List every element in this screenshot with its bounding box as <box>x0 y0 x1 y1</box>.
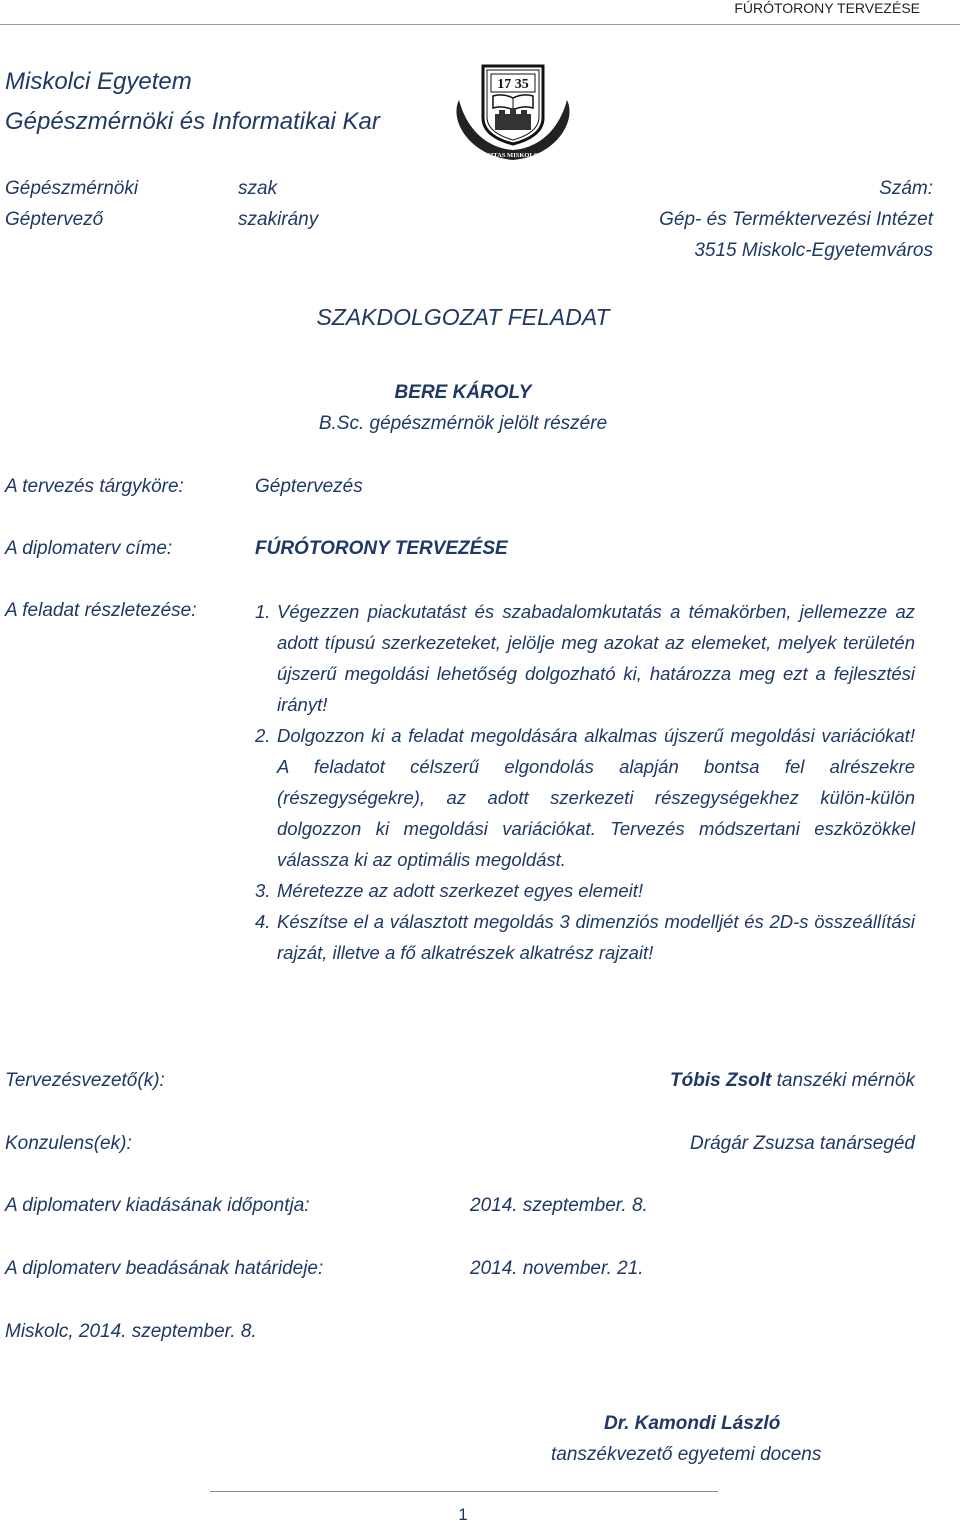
issue-date-label: A diplomaterv kiadásának időpontja: <box>5 1195 310 1216</box>
task-item <box>255 596 915 720</box>
task-list <box>255 596 915 968</box>
task-item <box>255 720 915 875</box>
issue-date-value: 2014. szeptember. 8. <box>470 1195 648 1216</box>
task-text: Végezzen piackutatást és szabadalomkutatás a témakörben, jellemezze az adott típusú szerkezeteket, jelölje meg azokat az elemeket, melyek területén újszerű megoldási lehetőség dolgozható ki, határozza meg ezt a fejlesztési irányt! <box>277 601 915 715</box>
topic-label: A tervezés tárgyköre: <box>5 476 184 497</box>
institute-address: 3515 Miskolc-Egyetemváros <box>694 240 933 261</box>
seal-year: 17 35 <box>497 77 529 92</box>
task-item <box>255 906 915 968</box>
supervisor-name: Tóbis Zsolt <box>670 1070 772 1091</box>
task-text: Készítse el a választott megoldás 3 dimenziós modelljét és 2D-s összeállítási rajzát, illetve a fő alkatrészek alkatrész rajzait! <box>277 911 915 963</box>
header-rule <box>0 24 960 25</box>
department-head-title: tanszékvezető egyetemi docens <box>551 1444 822 1465</box>
deadline-label: A diplomaterv beadásának határideje: <box>5 1258 324 1279</box>
task-text: Méretezze az adott szerkezet egyes elemeit! <box>277 880 644 901</box>
seal-text: UNIVERSITAS MISKOLCINENSIS <box>461 152 565 159</box>
supervisor-value <box>670 1070 915 1092</box>
consultant-label: Konzulens(ek): <box>5 1133 132 1154</box>
place-date: Miskolc, 2014. szeptember. 8. <box>5 1321 257 1342</box>
thesis-title-label: A diplomaterv címe: <box>5 538 173 559</box>
university-seal-icon <box>449 60 577 168</box>
number-label: Szám: <box>879 178 933 199</box>
task-number: 2. <box>255 725 271 746</box>
faculty-name: Gépészmérnöki és Informatikai Kar <box>5 108 380 135</box>
specialization-value: Géptervező <box>5 209 104 230</box>
task-number: 1. <box>255 601 271 622</box>
student-name: BERE KÁROLY <box>394 382 532 403</box>
page-number: 1 <box>458 1505 468 1524</box>
thesis-title-value: FÚRÓTORONY TERVEZÉSE <box>255 538 508 559</box>
institute-name: Gép- és Terméktervezési Intézet <box>659 209 933 230</box>
running-header: FÚRÓTORONY TERVEZÉSE <box>734 0 920 16</box>
supervisor-label: Tervezésvezető(k): <box>5 1070 165 1091</box>
task-number: 4. <box>255 911 271 932</box>
specialization-label: szakirány <box>238 209 319 230</box>
details-label: A feladat részletezése: <box>5 600 197 621</box>
task-number: 3. <box>255 880 271 901</box>
university-name: Miskolci Egyetem <box>5 68 192 95</box>
task-text: Dolgozzon ki a feladat megoldására alkalmas újszerű megoldási variációkat! A feladatot célszerű elgondolás alapján bontsa fel alrészekre (részegységekre), az adott szerkezeti részegységekhez külön-külön dolgozzon ki megoldási variációkat. Tervezés módszertani eszközökkel válassza ki az optimális megoldást. <box>277 725 915 870</box>
department-head-name: Dr. Kamondi László <box>604 1413 781 1434</box>
deadline-value: 2014. november. 21. <box>470 1258 644 1279</box>
footer-rule <box>210 1491 718 1492</box>
student-subtitle: B.Sc. gépészmérnök jelölt részére <box>318 413 608 434</box>
major-label: szak <box>238 178 278 199</box>
document-title: SZAKDOLGOZAT FELADAT <box>316 304 610 330</box>
consultant-name: Drágár Zsuzsa tanársegéd <box>690 1133 915 1154</box>
major-value: Gépészmérnöki <box>5 178 139 199</box>
task-item <box>255 875 915 906</box>
topic-value: Géptervezés <box>255 476 363 497</box>
supervisor-role: tanszéki mérnök <box>776 1070 915 1091</box>
